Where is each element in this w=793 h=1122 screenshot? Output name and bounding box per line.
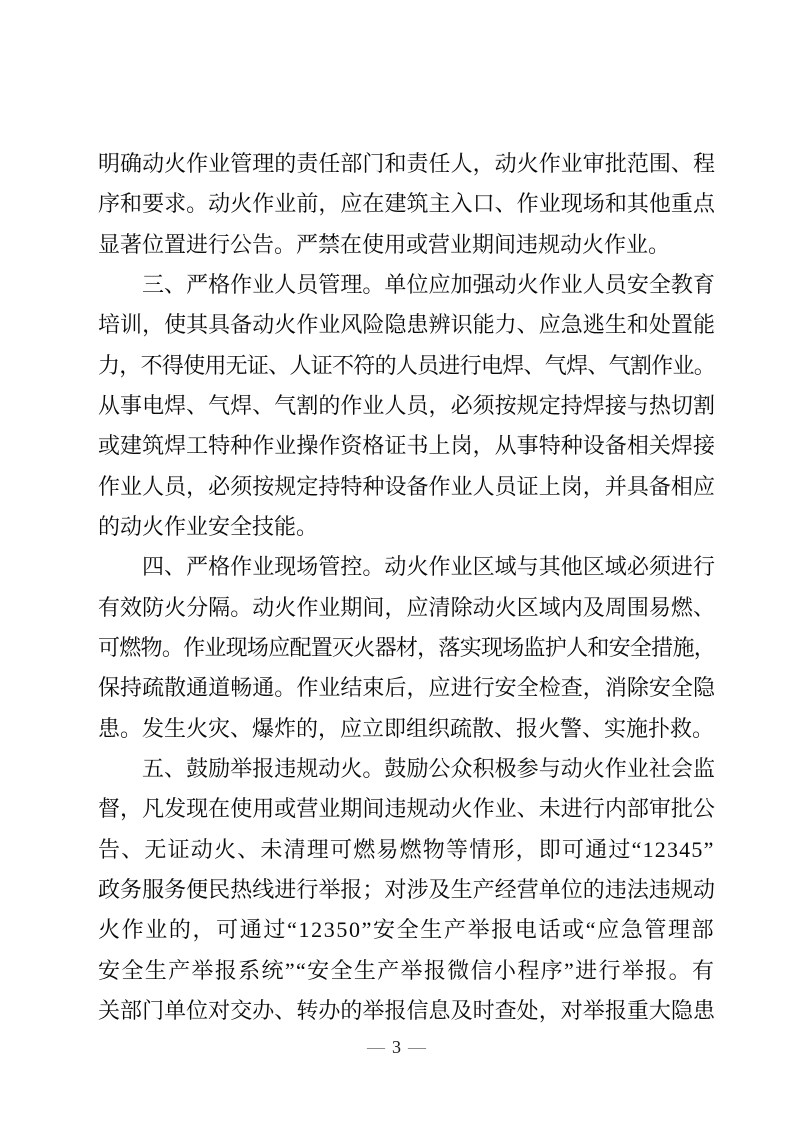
- text-run: 五、鼓励举报违规动火。鼓励公众积极参与动火作业社会监: [142, 755, 716, 781]
- document-body: [98, 144, 715, 1031]
- text-line: [98, 991, 715, 1031]
- text-line: [98, 668, 715, 708]
- page-number-dash-right: —: [408, 1037, 426, 1057]
- text-line: [98, 225, 715, 265]
- text-run: 从事电焊、气焊、气割的作业人员，必须按规定持焊接与热切割: [98, 392, 716, 418]
- text-run: 或建筑焊工特种作业操作资格证书上岗，从事特种设备相关焊接: [98, 433, 716, 459]
- paragraph-indent: [98, 573, 142, 574]
- text-line: [98, 467, 715, 507]
- text-line: [98, 588, 715, 628]
- text-line: [98, 789, 715, 829]
- text-run: 政务服务便民热线进行举报；对涉及生产经营单位的违法违规动: [98, 876, 716, 902]
- text-line: [98, 830, 715, 870]
- text-line: [98, 951, 715, 991]
- text-line: [98, 346, 715, 386]
- text-line: [98, 547, 715, 587]
- text-run: 作业人员，必须按规定持特种设备作业人员证上岗，并具备相应: [98, 473, 716, 499]
- text-run: 可燃物。作业现场应配置灭火器材，落实现场监护人和安全措施，: [98, 634, 716, 660]
- text-run: 的动火作业安全技能。: [98, 513, 319, 539]
- text-line: [98, 426, 715, 466]
- paragraph-indent: [98, 291, 142, 292]
- page-number-dash-left: —: [367, 1037, 385, 1057]
- text-line: [98, 709, 715, 749]
- text-run: 四、严格作业现场管控。动火作业区域与其他区域必须进行: [142, 554, 716, 580]
- text-run: 显著位置进行公告。严禁在使用或营业期间违规动火作业。: [98, 231, 671, 257]
- text-run: 火作业的，可通过“12350”安全生产举报电话或“应急管理部: [98, 917, 716, 943]
- text-line: [98, 386, 715, 426]
- text-run: 力，不得使用无证、人证不符的人员进行电焊、气焊、气割作业。: [98, 352, 716, 378]
- text-run: 关部门单位对交办、转办的举报信息及时查处，对举报重大隐患: [98, 997, 716, 1023]
- text-line: [98, 870, 715, 910]
- text-run: 安全生产举报系统”“安全生产举报微信小程序”进行举报。有: [98, 957, 716, 983]
- text-line: [98, 749, 715, 789]
- text-run: 有效防火分隔。动火作业期间，应清除动火区域内及周围易燃、: [98, 594, 716, 620]
- text-line: [98, 910, 715, 950]
- text-run: 患。发生火灾、爆炸的，应立即组织疏散、报火警、实施扑救。: [98, 715, 715, 741]
- text-run: 保持疏散通道畅通。作业结束后，应进行安全检查，消除安全隐: [98, 675, 716, 701]
- text-run: 告、无证动火、未清理可燃易燃物等情形，即可通过“12345”: [98, 836, 715, 862]
- text-run: 培训，使其具备动火作业风险隐患辨识能力、应急逃生和处置能: [98, 312, 716, 338]
- paragraph-indent: [98, 775, 142, 776]
- text-run: 三、严格作业人员管理。单位应加强动火作业人员安全教育: [142, 271, 716, 297]
- text-line: [98, 628, 715, 668]
- page-number: [0, 1036, 793, 1058]
- page-number-value: 3: [392, 1037, 401, 1057]
- text-run: 序和要求。动火作业前，应在建筑主入口、作业现场和其他重点: [98, 191, 716, 217]
- text-line: [98, 184, 715, 224]
- text-line: [98, 305, 715, 345]
- text-line: [98, 265, 715, 305]
- text-line: [98, 507, 715, 547]
- text-line: [98, 144, 715, 184]
- text-run: 督，凡发现在使用或营业期间违规动火作业、未进行内部审批公: [98, 796, 716, 822]
- text-run: 明确动火作业管理的责任部门和责任人，动火作业审批范围、程: [98, 151, 716, 176]
